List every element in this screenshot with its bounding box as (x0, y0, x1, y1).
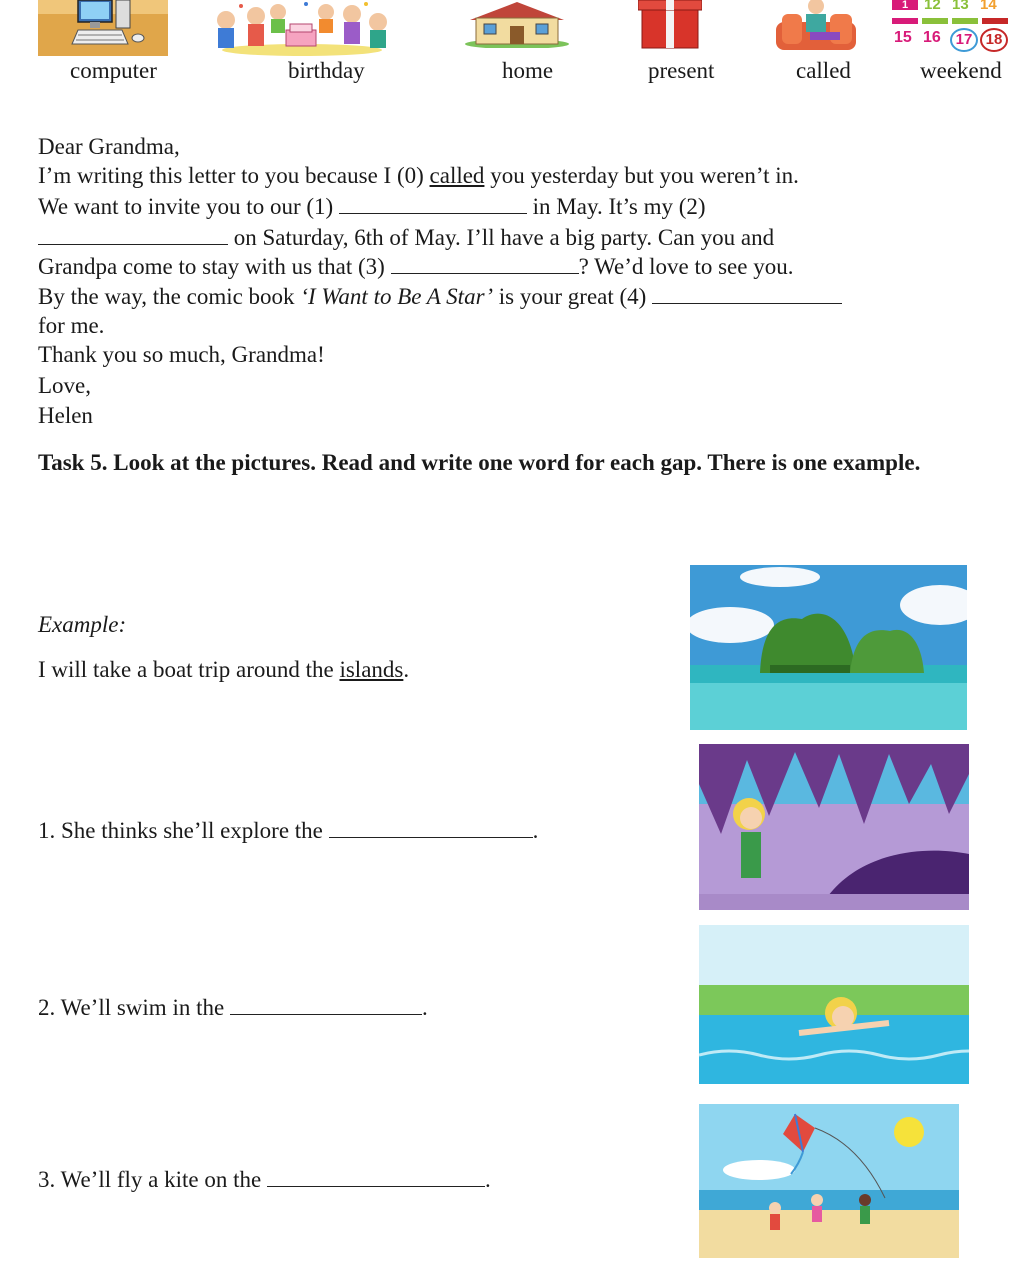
example-label (38, 612, 126, 638)
birthday-picture (206, 0, 398, 56)
sea-picture (699, 925, 969, 1084)
gap-3-blank[interactable] (391, 251, 579, 274)
gap-2-blank[interactable] (38, 222, 228, 245)
cave-picture (699, 744, 969, 910)
question-2-blank[interactable] (230, 992, 422, 1015)
question-1 (38, 815, 538, 844)
word-home: home (502, 58, 554, 83)
islands-picture (690, 565, 967, 730)
word-called: called (796, 58, 851, 83)
word-computer: computer (70, 58, 157, 83)
question-1-blank[interactable] (329, 815, 533, 838)
example-sentence (38, 657, 409, 683)
comic-book-title: ‘I Want to Be A Star’ (300, 284, 494, 309)
calendar-day-17-circled: 17 (950, 28, 978, 52)
question-2 (38, 992, 428, 1021)
calendar-day-18-circled: 18 (980, 28, 1008, 52)
weekend-calendar (890, 0, 1010, 52)
question-3 (38, 1164, 491, 1193)
example-text: . (403, 657, 410, 682)
question-text: 1. She thinks she’ll explore the (38, 818, 329, 843)
letter-text: ? We’d love to see you. (578, 254, 794, 279)
question-text: 2. We’ll swim in the (38, 995, 230, 1020)
letter-text: on Saturday, 6th of May. I’ll have a big party. Can you and (228, 225, 775, 250)
calendar-day-15: 15 (894, 29, 912, 46)
example-answer-called: called (429, 163, 485, 188)
question-text: . (484, 1167, 491, 1192)
beach-picture (699, 1104, 959, 1258)
letter-text: is your great (4) (493, 284, 653, 309)
letter-signature: Helen (38, 403, 93, 428)
gap-1-blank[interactable] (339, 191, 527, 214)
calendar-day-1: 1 (892, 0, 918, 10)
task5-heading: Task 5. Look at the pictures. Read and write one word for each gap. There is one example. (38, 450, 921, 475)
word-birthday: birthday (288, 58, 365, 83)
letter-text: in May. It’s my (2) (526, 194, 706, 219)
calendar-day-13: 13 (952, 0, 969, 13)
birthday-party-icon (206, 0, 398, 56)
letter-text: I’m writing this letter to you because I (0) (38, 163, 430, 188)
letter-closing: Love, (38, 373, 92, 398)
gift-box-icon (638, 0, 702, 50)
word-weekend: weekend (920, 58, 1002, 83)
letter-text: Grandpa come to stay with us that (3) (38, 254, 391, 279)
example-label-text: Example: (38, 612, 127, 637)
letter-line-6: for me. (38, 313, 105, 338)
present-picture (638, 0, 702, 50)
cave-icon (699, 744, 969, 910)
calendar-day-14: 14 (980, 0, 997, 13)
house-icon (464, 0, 570, 48)
example-text: I will take a boat trip around the (38, 657, 340, 682)
letter-line-5 (38, 281, 842, 312)
letter-text: We want to invite you to our (1) (38, 194, 339, 219)
question-text: . (532, 818, 539, 843)
letter-greeting: Dear Grandma, (38, 134, 180, 159)
computer-picture (38, 0, 168, 56)
question-text: . (421, 995, 428, 1020)
letter-line-1 (38, 161, 799, 191)
letter-line-3 (38, 222, 774, 253)
word-present: present (648, 58, 715, 83)
home-picture (464, 0, 570, 48)
example-answer-islands: islands (339, 657, 404, 682)
swimming-sea-icon (699, 925, 969, 1084)
letter-text: By the way, the comic book (38, 284, 301, 309)
letter-line-4 (38, 251, 793, 282)
letter-thanks: Thank you so much, Grandma! (38, 342, 325, 367)
girl-on-phone-icon (774, 0, 858, 54)
calendar-day-16: 16 (923, 29, 941, 46)
calendar-header-bar (892, 18, 1008, 24)
beach-kite-icon (699, 1104, 959, 1258)
letter-text: you yesterday but you weren’t in. (484, 163, 799, 188)
computer-icon (38, 0, 168, 56)
calendar-day-12: 12 (924, 0, 941, 13)
islands-icon (690, 565, 967, 730)
letter-line-2 (38, 191, 706, 222)
called-picture (774, 0, 858, 54)
gap-4-blank[interactable] (652, 281, 842, 304)
question-text: 3. We’ll fly a kite on the (38, 1167, 267, 1192)
question-3-blank[interactable] (267, 1164, 485, 1187)
